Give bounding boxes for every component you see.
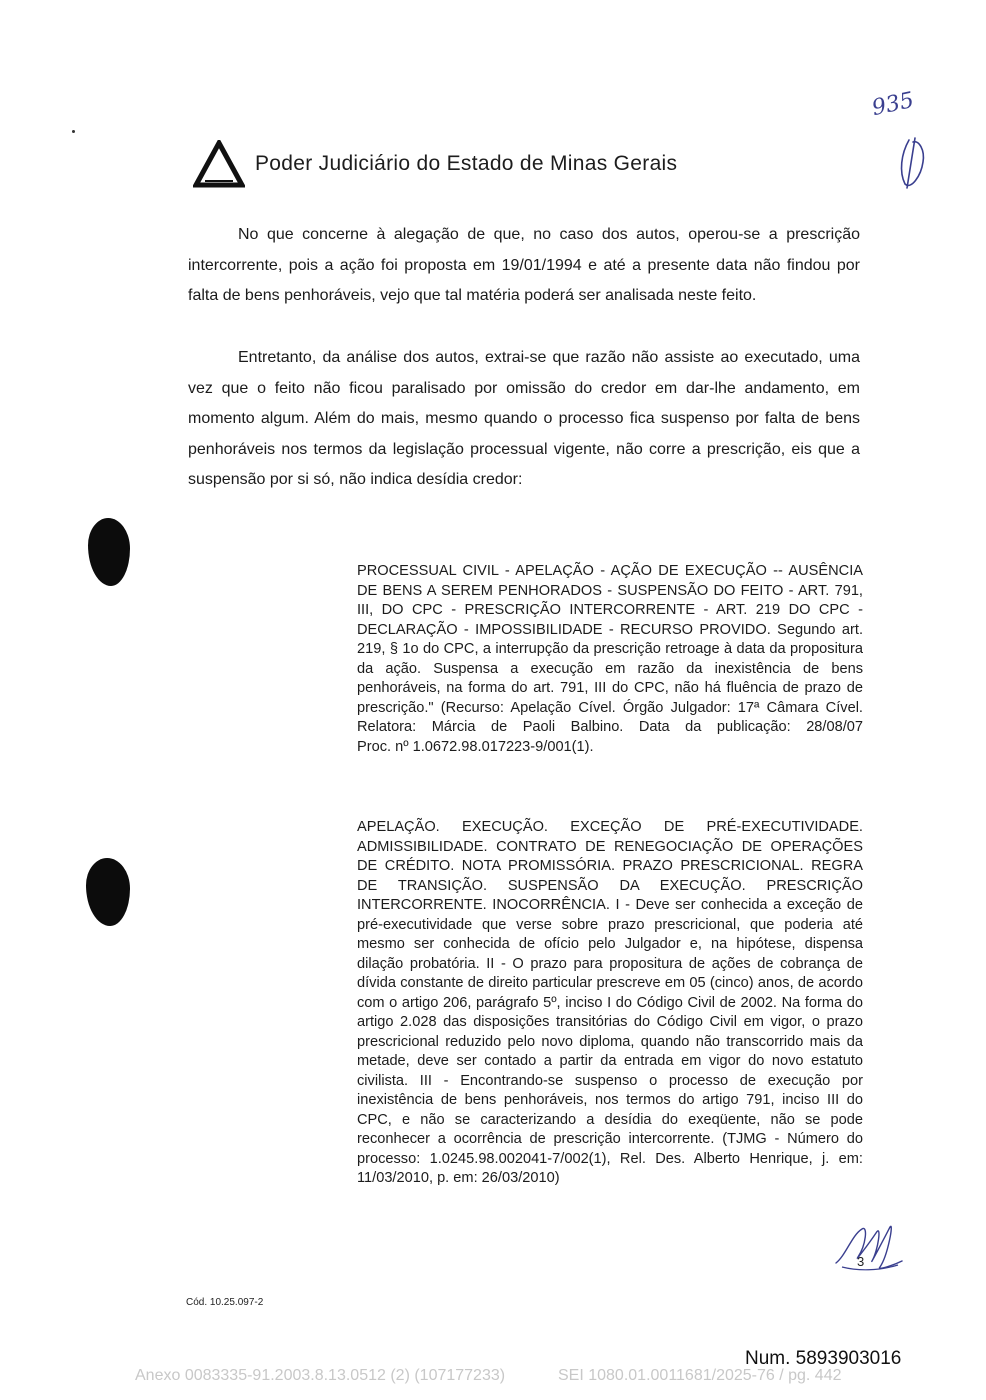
scan-dot xyxy=(72,130,75,133)
signature-icon xyxy=(828,1215,908,1275)
paragraph-1-text: No que concerne à alegação de que, no caso dos autos, operou-se a prescrição intercorrente, pois a ação foi proposta em 19/01/1994 e até a presente data não findou por falta de bens penhoráveis, vejo que tal matéria poderá ser analisada neste feito. xyxy=(188,226,860,304)
citation-1 xyxy=(357,562,863,757)
paragraph-1 xyxy=(188,220,860,312)
annex-watermark: Anexo 0083335-91.2003.8.13.0512 (2) (107177233) xyxy=(135,1367,506,1384)
staple-hole-mark xyxy=(86,858,130,926)
citation-2-text: APELAÇÃO. EXECUÇÃO. EXCEÇÃO DE PRÉ-EXECUTIVIDADE. ADMISSIBILIDADE. CONTRATO DE RENEGOCIAÇÃO DE OPERAÇÕES DE CRÉDITO. NOTA PROMISSÓRIA. PRAZO PRESCRICIONAL. REGRA DE TRANSIÇÃO. SUSPENSÃO DA EXECUÇÃO. PRESCRIÇÃO INTERCORRENTE. INOCORRÊNCIA. I - Deve ser conhecida a exceção de pré-executividade que verse sobre prazo prescricional, que poderia até mesmo ser conhecida de ofício pelo Julgador e, na hipótese, dispensa dilação probatória. II - O prazo para propositura de ações de cobrança de dívida constante de direito particular prescreve em 05 (cinco) anos, de acordo com o artigo 206, parágrafo 5º, inciso I do Código Civil de 2002. Na forma do artigo 2.028 das disposições transitórias do Código Civil em vigor, o prazo prescricional reduzido pelo novo diploma, quando não transcorrido mais da metade, deve ser contado a partir da entrada em vigor do novo estatuto civilista. III - Encontrando-se suspenso o processo de execução por inexistência de bens penhoráveis, nos termos do artigo 791, inciso III do CPC, e não se caracterizando a desídia do exeqüente, não se pode reconhecer a ocorrência de prescrição intercorrente. (TJMG - Número do processo: 1.0245.98.002041-7/002(1), Rel. Des. Alberto Henrique, j. em: xyxy=(357,819,863,1167)
form-code: Cód. 10.25.097-2 xyxy=(186,1297,264,1308)
citation-1-reference: Proc. nº 1.0672.98.017223-9/001(1). xyxy=(357,738,594,755)
court-name: Poder Judiciário do Estado de Minas Gerais xyxy=(255,152,678,175)
handwritten-initial-icon xyxy=(895,132,935,192)
sei-watermark: SEI 1080.01.0011681/2025-76 / pg. 442 xyxy=(558,1367,842,1384)
document-number-stamp: Num. 5893903016 xyxy=(745,1348,902,1369)
staple-hole-mark xyxy=(88,518,130,586)
paragraph-2 xyxy=(188,343,860,496)
citation-1-text: PROCESSUAL CIVIL - APELAÇÃO - AÇÃO DE EXECUÇÃO -- AUSÊNCIA DE BENS A SEREM PENHORADOS - SUSPENSÃO DO FEITO - ART. 791, III, DO CPC - PRESCRIÇÃO INTERCORRENTE - ART. 219 DO CPC - DECLARAÇÃO - IMPOSSIBILIDADE - RECURSO PROVIDO. Segundo art. 219, § 1o do CPC, a interrupção da prescrição retroage à data da propositura da ação. Suspensa a execução em razão da inexistência de bens penhoráveis, na forma do art. 791, III do CPC, não há fluência de prazo de prescrição." (Recurso: Apelação Cível. Órgão Julgador: 17ª Câmara Cível. Relatora: Márcia de Paoli Balbino. Data da publicação: 28/08/07 xyxy=(357,563,863,735)
triangle-icon xyxy=(193,140,245,188)
citation-2-reference: 11/03/2010, p. em: 26/03/2010) xyxy=(357,1170,560,1186)
document-header xyxy=(193,140,677,188)
handwritten-page-number: 935 xyxy=(869,87,917,122)
signature-page-mark: 3 xyxy=(857,1254,865,1269)
citation-2 xyxy=(357,818,863,1189)
paragraph-2-text: Entretanto, da análise dos autos, extrai-se que razão não assiste ao executado, uma vez que o feito não ficou paralisado por omissão do credor em dar-lhe andamento, em momento algum. Além do mais, mesmo quando o processo fica suspenso por falta de bens penhoráveis nos termos da legislação processual vigente, não corre a prescrição, eis que a suspensão por si só, não indica desídia credor: xyxy=(188,349,860,488)
